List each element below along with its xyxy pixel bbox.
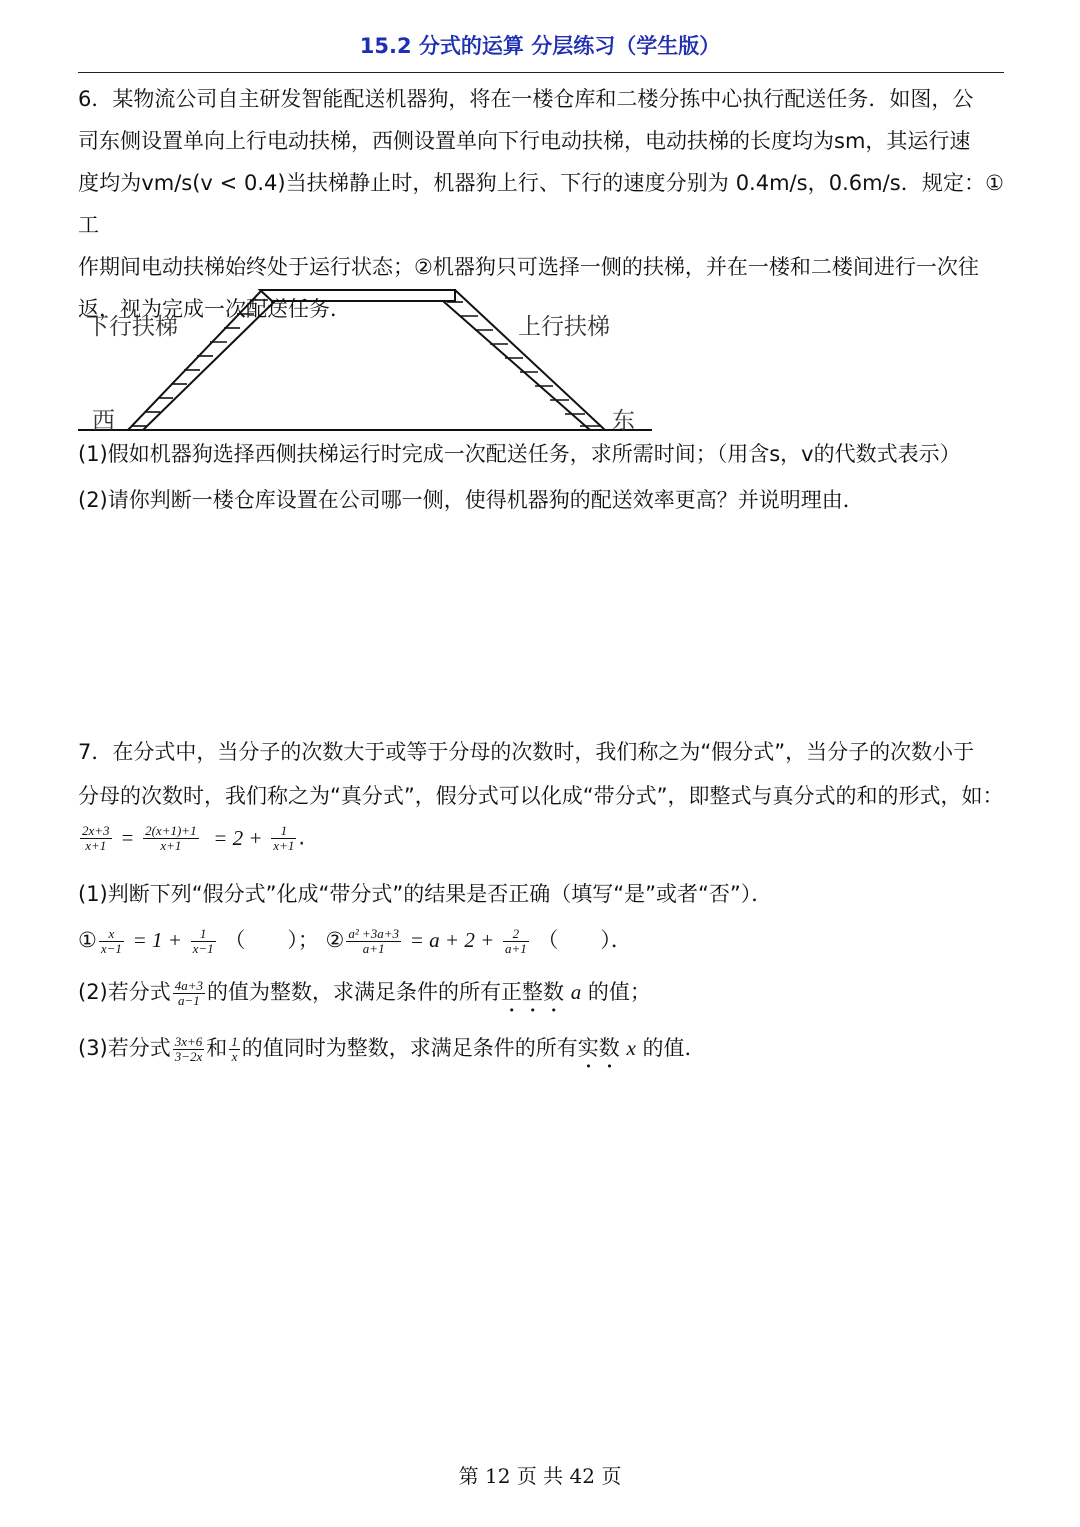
q7-line-1: 7．在分式中，当分子的次数大于或等于分母的次数时，我们称之为“假分式”，当分子的次数小于 [78, 740, 975, 764]
label-west: 西 [92, 408, 115, 434]
q6-line-2: 司东侧设置单向上行电动扶梯，西侧设置单向下行电动扶梯，电动扶梯的长度均为sm，其运行速 [78, 129, 971, 153]
q7-judge-items: ① $\frac{x}{x-1}$ = 1 + $\frac{1}{x-1}$ （ ）； ② $\frac{\text{a² +3a+3}}{a+1}$ = a + 2 + $\frac{2}{a+1}$ （ ）． [78, 925, 632, 956]
q6-sub-question-2: (2)请你判断一楼仓库设置在公司哪一侧，使得机器狗的配送效率更高？并说明理由． [78, 488, 864, 512]
top-platform [260, 290, 455, 301]
q7-example-formula: $\frac{2x+3}{x+1}$ = $\frac{2(x+1)+1}{x+1}$ = 2 + $\frac{1}{x+1}$ . [82, 823, 306, 853]
escalator-diagram [0, 280, 1080, 440]
q6-line-5: 返，视为完成一次配送任务． [78, 297, 351, 321]
q6-sub-question-1: (1)假如机器狗选择西侧扶梯运行时完成一次配送任务，求所需时间；（用含s，v的代数式表示） [78, 442, 961, 466]
fraction: $\frac{2(x+1)+1}{x+1}$ [145, 823, 197, 853]
q6-line-4: 作期间电动扶梯始终处于运行状态；②机器狗只可选择一侧的扶梯，并在一楼和二楼间进行一次往 [78, 255, 979, 279]
q7-sub-question-2: (2)若分式 $\frac{4a+3}{a-1}$ 的值为整数，求满足条件的所有正整数 a 的值； [78, 977, 651, 1008]
q6-line-3: 度均为vm/s(v < 0.4)当扶梯静止时，机器狗上行、下行的速度分别为 0.4m/s，0.6m/s．规定：①工 [78, 171, 1004, 237]
label-down-escalator: 下行扶梯 [86, 314, 178, 340]
page-number-footer: 第 12 页 共 42 页 [458, 1464, 622, 1488]
label-up-escalator: 上行扶梯 [518, 314, 610, 340]
q7-line-2: 分母的次数时，我们称之为“真分式”，假分式可以化成“带分式”，即整式与真分式的和的形式，如： [78, 784, 1004, 808]
answer-blank-2[interactable]: （ ）． [537, 928, 632, 952]
answer-blank-1[interactable]: （ ）； [224, 928, 319, 952]
q7-sub-question-3: (3)若分式 $\frac{3x+6}{3-2x}$ 和 $\frac{1}{x}$ 的值同时为整数，求满足条件的所有实数 x 的值． [78, 1033, 706, 1064]
q7-sub-question-1: (1)判断下列“假分式”化成“带分式”的结果是否正确（填写“是”或者“否”）． [78, 882, 773, 906]
q6-line-1: 6．某物流公司自主研发智能配送机器狗，将在一楼仓库和二楼分拣中心执行配送任务．如图，公 [78, 87, 974, 111]
fraction: $\frac{1}{x+1}$ [273, 823, 295, 853]
fraction: $\frac{2x+3}{x+1}$ [82, 823, 110, 853]
label-east: 东 [612, 408, 635, 434]
page-header-title: 15.2 分式的运算 分层练习（学生版） [359, 34, 721, 58]
header-rule [78, 72, 1004, 73]
